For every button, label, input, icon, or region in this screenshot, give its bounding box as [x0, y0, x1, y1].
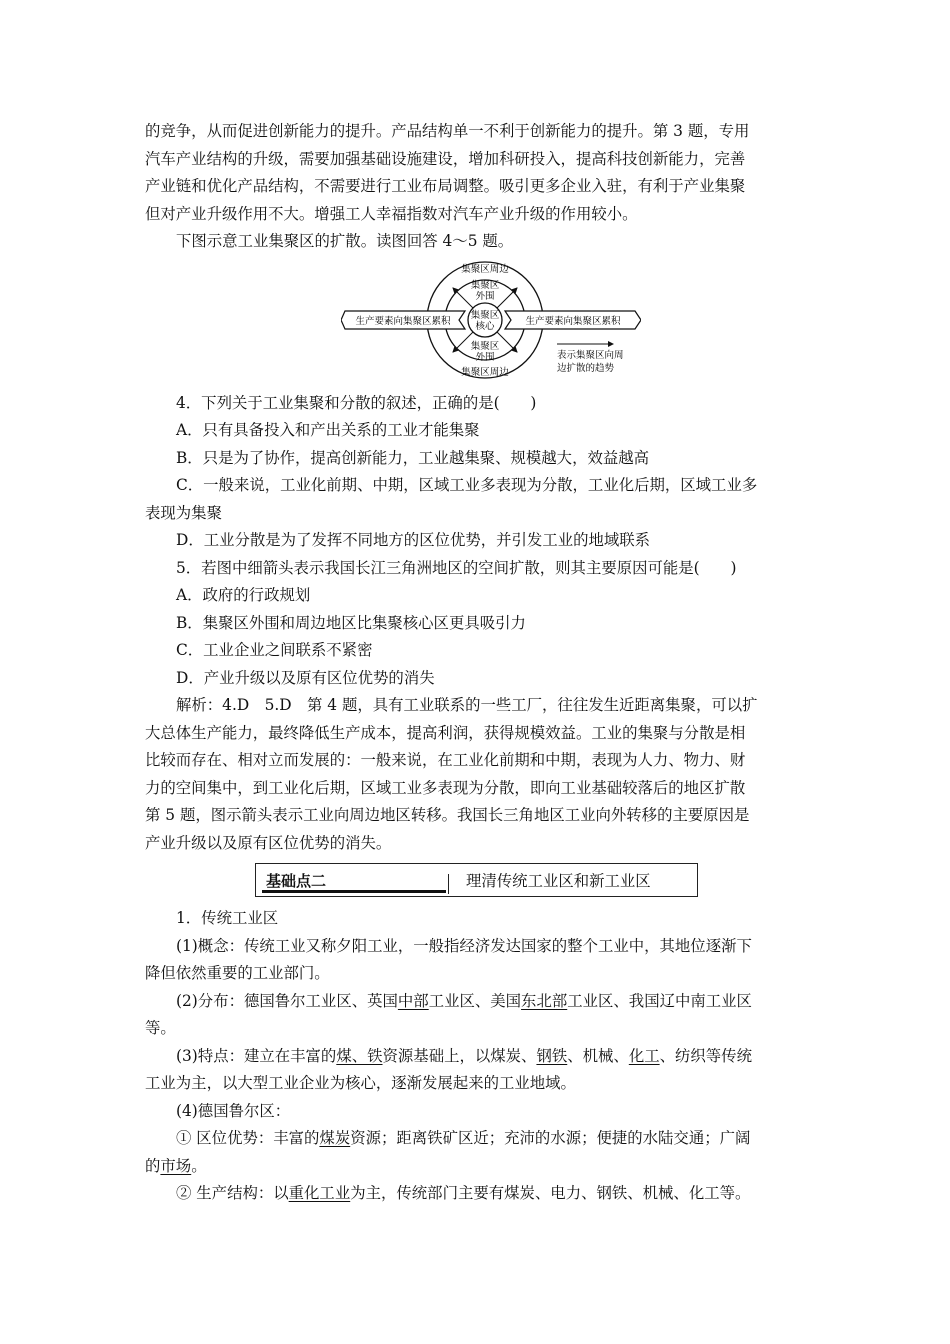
- s1-production-structure: [145, 1180, 810, 1208]
- q5-option-d: D．产业升级以及原有区位优势的消失: [176, 668, 435, 687]
- text-run: 资源基础上，以煤炭、: [382, 1046, 537, 1065]
- s1-ruhr-heading: (4)德国鲁尔区：: [176, 1101, 291, 1120]
- text-run: 。: [191, 1156, 207, 1175]
- underlined-term: 钢铁: [536, 1046, 568, 1065]
- section-divider: [448, 874, 449, 894]
- q5-option-b: B．集聚区外围和周边地区比集聚核心区更具吸引力: [176, 613, 526, 632]
- text-run: (2)分布：德国鲁尔工业区、英国: [176, 991, 398, 1010]
- underlined-term: 重化工业: [288, 1184, 351, 1202]
- text-run: 工业区、我国辽中南工业区: [567, 991, 752, 1010]
- label-top-inner: 外围: [475, 290, 495, 302]
- q4-stem: 4．下列关于工业集聚和分散的叙述，正确的是( ): [176, 393, 537, 412]
- underlined-term: 中部: [397, 991, 429, 1010]
- label-core: 核心: [475, 320, 495, 332]
- label-bottom-inner: 集聚区: [470, 340, 500, 352]
- q4-option-d: D．工业分散是为了发挥不同地方的区位优势，并引发工业的地域联系: [176, 531, 651, 549]
- s1-heading: 1．传统工业区: [176, 909, 279, 927]
- s1-features: [145, 1043, 810, 1071]
- left-arrow-label: 生产要素向集聚区累积: [355, 315, 451, 327]
- legend-line-1: 表示集聚区向周: [557, 349, 624, 361]
- text-run: (3)特点：建立在丰富的: [176, 1046, 337, 1065]
- s1-concept: (1)概念：传统工业又称夕阳工业，一般指经济发达国家的整个工业中，其地位逐渐下: [176, 936, 752, 955]
- figure-intro: 下图示意工业集聚区的扩散。读图回答 4～5 题。: [176, 232, 514, 250]
- text-run: 、纺织等传统: [659, 1046, 752, 1065]
- q4-option-c-cont: 表现为集聚: [145, 503, 222, 522]
- s1-location-advantage-cont: [145, 1153, 810, 1181]
- cluster-diffusion-figure: [145, 258, 810, 386]
- label-top-outer: 集聚区周边: [461, 263, 509, 275]
- s1-location-advantage: [145, 1125, 810, 1153]
- intro-line: 的竞争，从而促进创新能力的提升。产品结构单一不利于创新能力的提升。第 3 题，专用: [145, 122, 750, 140]
- s1-distribution-cont: 等。: [145, 1019, 176, 1037]
- section-title: 理清传统工业区和新工业区: [466, 872, 651, 890]
- q5-option-c: C．工业企业之间联系不紧密: [176, 641, 373, 659]
- s1-features-cont: 工业为主，以大型工业企业为核心，逐渐发展起来的工业地域。: [145, 1074, 576, 1092]
- label-core: 集聚区: [470, 309, 500, 321]
- underlined-term: 市场: [160, 1156, 192, 1175]
- q4-option-b: B．只是为了协作，提高创新能力，工业越集聚、规模越大，效益越高: [176, 448, 650, 467]
- text-run: 工业区、美国: [428, 991, 522, 1010]
- section-header-box: [255, 863, 698, 897]
- underlined-term: 化工: [628, 1046, 660, 1065]
- analysis-line: 产业升级以及原有区位优势的消失。: [145, 833, 392, 852]
- analysis-line: 解析：4.D 5.D 第 4 题，具有工业联系的一些工厂，往往发生近距离集聚，可以扩: [176, 696, 758, 714]
- analysis-line: 比较而存在、相对立而发展的：一般来说，在工业化前期和中期，表现为人力、物力、财: [145, 751, 746, 769]
- q4-option-c: C．一般来说，工业化前期、中期，区域工业多表现为分散，工业化后期，区域工业多: [176, 476, 758, 494]
- document-page: [145, 118, 810, 1208]
- section-tag-label: 基础点二: [266, 872, 327, 890]
- intro-line: 但对产业升级作用不大。增强工人幸福指数对汽车产业升级的作用较小。: [145, 204, 638, 223]
- label-top-inner: 集聚区: [470, 279, 500, 291]
- text-run: 为主，传统部门主要有煤炭、电力、钢铁、机械、化工等。: [350, 1184, 751, 1202]
- s1-concept-cont: 降但依然重要的工业部门。: [145, 964, 330, 982]
- underlined-term: 东北部: [521, 991, 568, 1010]
- figure-legend: [555, 340, 655, 380]
- intro-line: 产业链和优化产品结构，不需要进行工业布局调整。吸引更多企业入驻，有利于产业集聚: [145, 177, 746, 195]
- s1-distribution: [145, 988, 810, 1016]
- text-run: 的: [145, 1156, 161, 1175]
- q5-option-a: A．政府的行政规划: [176, 586, 311, 604]
- text-run: 、机械、: [567, 1046, 629, 1065]
- text-run: ② 生产结构：以: [176, 1184, 289, 1202]
- right-arrow-label: 生产要素向集聚区累积: [525, 315, 621, 327]
- text-run: ① 区位优势：丰富的: [176, 1129, 320, 1147]
- analysis-line: 大总体生产能力，最终降低生产成本，提高利润，获得规模效益。工业的集聚与分散是相: [145, 723, 746, 742]
- label-bottom-outer: 集聚区周边: [461, 366, 509, 378]
- underlined-term: 煤、铁: [336, 1046, 383, 1065]
- label-bottom-inner: 外围: [475, 351, 495, 363]
- section-tag: [262, 868, 442, 892]
- analysis-line: 力的空间集中，到工业化后期，区域工业多表现为分散，即向工业基础较落后的地区扩散: [145, 778, 746, 797]
- q5-stem: 5．若图中细箭头表示我国长江三角洲地区的空间扩散，则其主要原因可能是( ): [176, 558, 737, 577]
- legend-line-2: 边扩散的趋势: [557, 362, 615, 374]
- analysis-line: 第 5 题，图示箭头表示工业向周边地区转移。我国长三角地区工业向外转移的主要原因是: [145, 806, 750, 824]
- intro-line: 汽车产业结构的升级，需要加强基础设施建设，增加科研投入，提高科技创新能力，完善: [145, 149, 746, 168]
- q4-option-a: A．只有具备投入和产出关系的工业才能集聚: [176, 421, 480, 439]
- section-tag-underline: [262, 890, 446, 893]
- text-run: 资源；距离铁矿区近；充沛的水源；便捷的水陆交通；广阔: [350, 1129, 751, 1147]
- underlined-term: 煤炭: [319, 1129, 351, 1147]
